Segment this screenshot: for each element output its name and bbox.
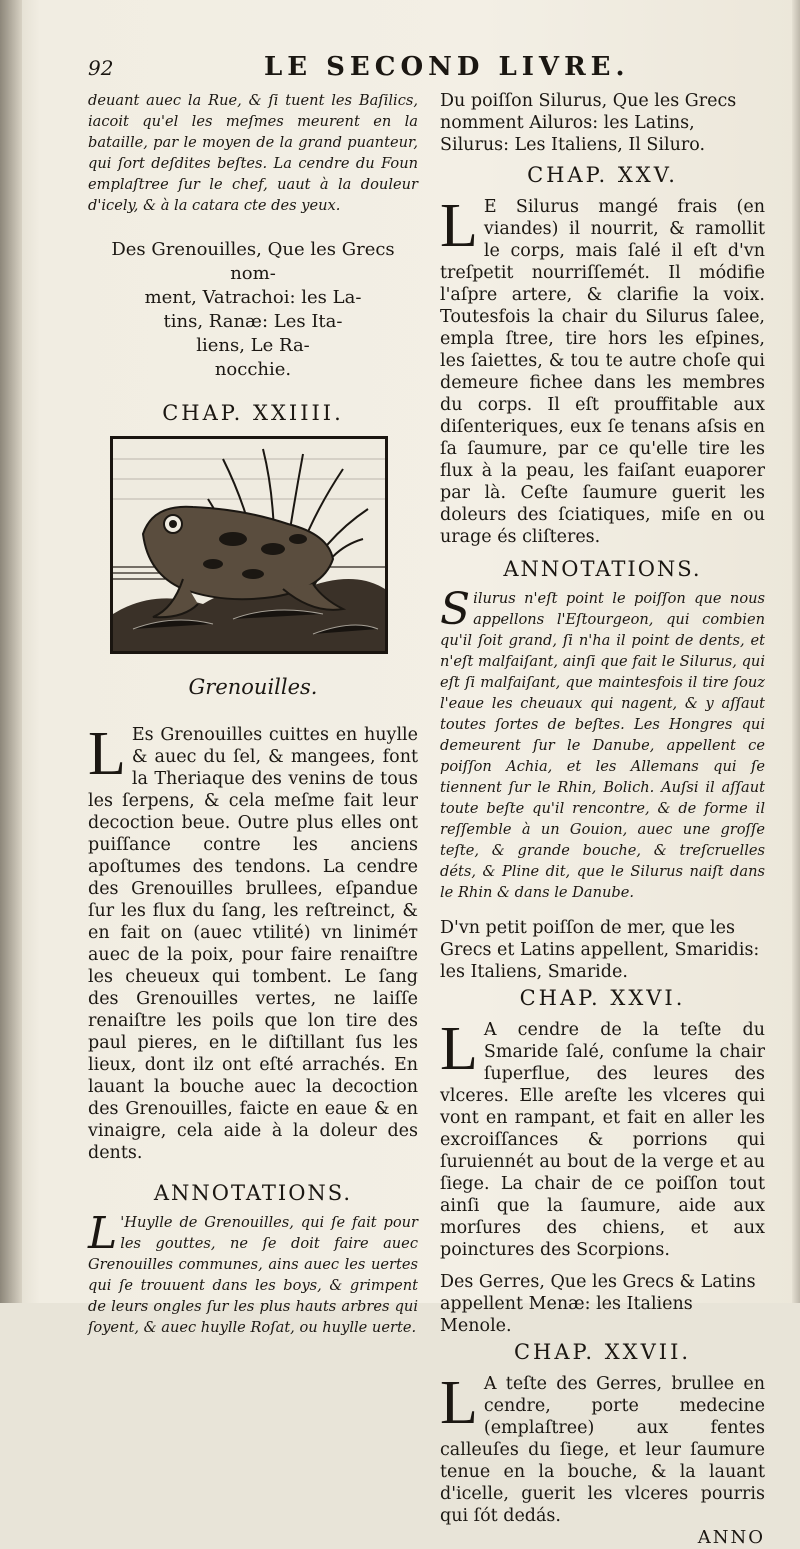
page-number: 92	[88, 56, 114, 80]
chapter-heading: CHAP. XXIIII.	[162, 401, 344, 425]
annotation-silurus	[440, 584, 765, 903]
image-caption: Grenouilles.	[188, 675, 318, 699]
page-edge	[792, 0, 800, 1303]
chapter-heading: CHAP. XXVI.	[519, 986, 686, 1010]
annotations-heading: ANNOTATIONS.	[503, 557, 702, 581]
drop-cap: L	[440, 1369, 478, 1437]
body-text: A teſte des Gerres, brullee en cendre, porte medecine (emplaſtree) aux fentes calleuſes du ſiege, et leur ſaumure tenue en la bouche, & la lauant d'icelle, guerit les vlceres pourris qui ſót dedás.	[440, 1374, 765, 1526]
section-title-smaride: D'vn petit poiſſon de mer, que les Grecs et Latins appellent, Smaridis: les Italiens, Smaride.	[440, 918, 760, 982]
chapter-body-gerres	[440, 1369, 765, 1527]
chapter-body-frogs	[88, 720, 418, 1164]
drop-cap: L	[88, 720, 126, 788]
body-text: E Silurus mangé frais (en viandes) il nourrit, & ramollit le corps, mais ſalé il eſt d'vn treſpetit nourriſſemét. Il módifie l'aſpre artere, & clarifie la voix. Toutesfois la chair du Silurus ſalee, empla ſtree, tire hors les eſpines, les ſaiettes, & tou te autre choſe qui demeure fichee dans les membres du corps. Il eſt prouffitable aux diſenteriques, eux ſe tenans aſsis en ſa ſaumure, par ce qu'elle tire les flux à la peau, les faiſant euaporer par là. Ceſte ſaumure guerit les doleurs des ſciatiques, miſe en ou urage és cliſteres.	[440, 197, 765, 547]
continuation-text: deuant auec la Rue, & ſi tuent les Baſilics, iacoit qu'el les meſmes meurent en la bataille, par le moyen de la grand puanteur, qui ſort deſdites beſtes. La cendre du Foun emplaſtree ſur le chef, uaut à la douleur d'icely, & à la catara cte des yeux.	[88, 92, 418, 214]
running-title: LE SECOND LIVRE.	[264, 52, 630, 82]
drop-cap: L	[440, 192, 478, 260]
chapter-heading: CHAP. XXV.	[527, 163, 678, 187]
chapter-heading: CHAP. XXVII.	[513, 1340, 692, 1364]
annotation-text: ilurus n'eſt point le poiſſon que nous appellons l'Eſtourgeon, qui combien qu'il ſoit grand, ſi n'ha il point de dents, et n'eſt malfaiſant, ainſi que fait le Silurus, qui eſt ſi malfaiſant, que maintesfois il tire ſouz l'eaue les cheuaux qui nagent, & y aſſaut toutes ſortes de beſtes. Les Hongres qui demeurent ſur le Danube, appellent ce poiſſon Achia, et les Allemans qui ſe tiennent ſur le Rhin, Bolich. Auſsi il aſſaut toute beſte qu'il rencontre, & de forme il reſſemble à un Gouion, auec une groſſe teſte, & grande bouche, & treſcruelles déts, & Pline dit, que le Silurus naiſt dans le Rhin & dans le Danube.	[440, 590, 765, 901]
section-title-silurus: Du poiſſon Silurus, Que les Grecs nomment Ailuros: les Latins, Silurus: Les Italiens, Il Siluro.	[440, 91, 737, 155]
annotation-frogs	[88, 1208, 418, 1338]
frog-woodcut-image	[110, 436, 388, 654]
body-text: A cendre de la teſte du Smaride ſalé, conſume la chair ſuperflue, des leures des vlceres. Elle areſte les vlceres qui vont en rampant, et fait en aller les excroiſſances & porrions qui ſuruiennét au bout de la verge et au ſiege. La chair de ce poiſſon tout ainſi que la ſaumure, aide aux morſures des chiens, et aux poinctures des Scorpions.	[440, 1020, 765, 1260]
section-title-line: Des Grenouilles, Que les Grecs nom-	[111, 239, 395, 284]
annotation-text: 'Huylle de Grenouilles, qui ſe fait pour les gouttes, ne ſe doit faire auec Grenouilles communes, ains auec les uertes qui ſe trouuent dans les boys, & grimpent de leurs ongles ſur les plus hauts arbres qui ſoyent, & auec huylle Roſat, ou huylle uerte.	[88, 1214, 418, 1336]
chapter-body-silurus	[440, 192, 765, 548]
gutter-shadow	[0, 0, 22, 1303]
left-column	[88, 90, 418, 1338]
section-title-line: tins, Ranæ: Les Ita-	[163, 311, 343, 332]
annotations-heading: ANNOTATIONS.	[153, 1181, 353, 1205]
body-text: Es Grenouilles cuittes en huylle & auec du ſel, & mangees, font la Theriaque des venins de tous les ſerpens, & cela meſme fait leur decoction beue. Outre plus elles ont puiſſance contre les anciens apoſtumes des tendons. La cendre des Grenouilles brullees, eſpandue ſur les flux du ſang, les reſtreinct, & en fait on (auec vtilité) vn liniméт auec de la poix, pour faire renaiſtre les cheueux qui tombent. Le ſang des Grenouilles vertes, ne laiſſe renaiſtre les poils que lon tire des paul pieres, en le diſtillant ſus les lieux, dont ilz ont eſté arrachés. En lauant la bouche auec la decoction des Grenouilles, faicte en eaue & en vinaigre, cela aide à la doleur des dents.	[88, 725, 418, 1163]
section-title-gerres: Des Gerres, Que les Grecs & Latins appellent Menæ: les Italiens Menole.	[440, 1272, 756, 1336]
drop-cap: S	[440, 584, 471, 635]
right-column	[440, 90, 765, 1549]
drop-cap: L	[88, 1208, 118, 1259]
section-title-line: ment, Vatrachoi: les La-	[144, 287, 362, 308]
drop-cap: L	[440, 1015, 478, 1083]
section-title-line: liens, Le Ra-	[196, 335, 310, 356]
section-title-frogs	[88, 238, 418, 382]
catchword: ANNO	[697, 1527, 765, 1548]
section-title-line: nocchie.	[214, 359, 292, 380]
chapter-body-smaride	[440, 1015, 765, 1261]
